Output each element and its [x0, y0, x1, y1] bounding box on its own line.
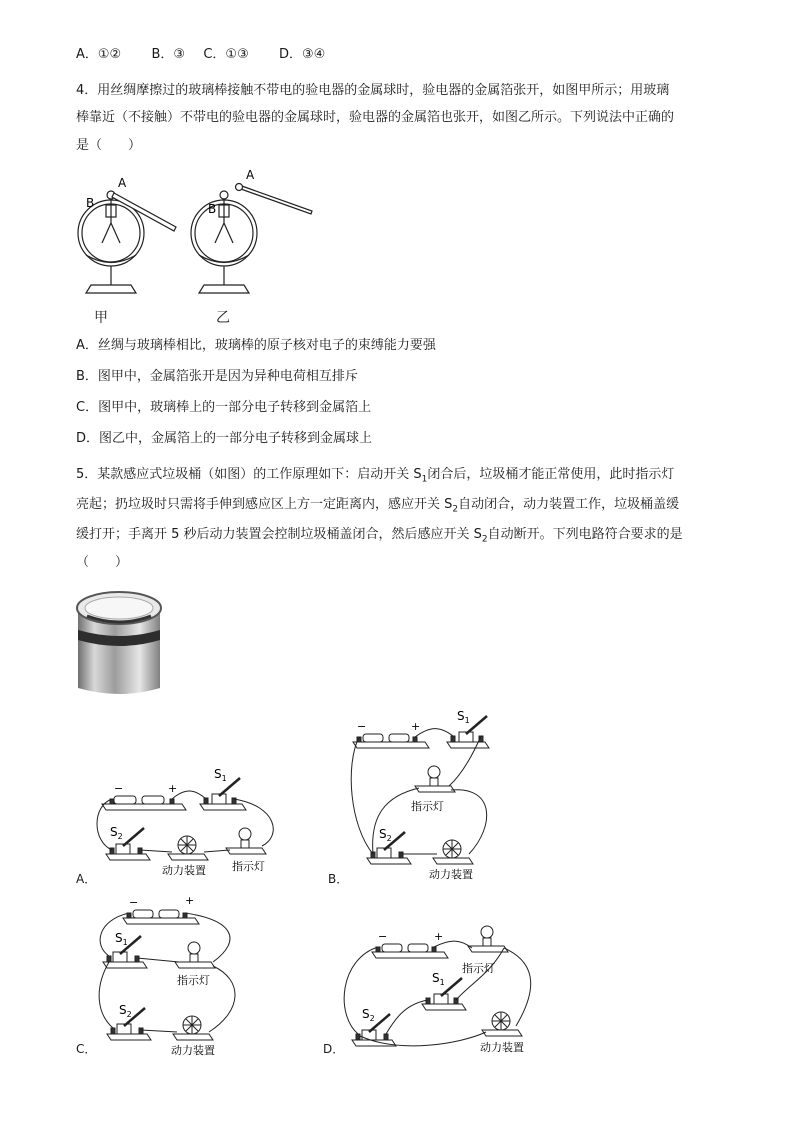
- circuit-d-option[interactable]: D．: [323, 1042, 345, 1056]
- q3-option-c[interactable]: C．①③: [203, 47, 249, 62]
- circuit-c-lamp-label: 指示灯: [177, 974, 210, 987]
- circuit-c-minus: −: [129, 896, 139, 909]
- q4-option-a[interactable]: A．丝绸与玻璃棒相比，玻璃棒的原子核对电子的束缚能力要强: [76, 338, 436, 353]
- glass-rod-jia: [112, 193, 176, 231]
- q4-option-c[interactable]: C．图甲中，玻璃棒上的一部分电子转移到金属箔上: [76, 400, 372, 415]
- circuit-d-plus: +: [434, 930, 444, 943]
- q4-stem-line-3: 是（ ）: [76, 138, 142, 153]
- circuit-d-minus: −: [378, 930, 388, 943]
- label-a-jia: A: [118, 176, 127, 190]
- circuit-c-s1: $S_1$: [115, 931, 128, 947]
- electroscope-yi: [191, 191, 257, 293]
- circuit-b-s2: $S_2$: [379, 827, 392, 843]
- q5-stem-line-3: 缓打开；手离开 5 秒后动力装置会控制垃圾桶盖闭合，然后感应开关 $S_2$自动断开。下列电路符合要求的是: [76, 527, 683, 545]
- circuit-b-plus: +: [411, 720, 421, 733]
- circuit-a-option[interactable]: A．: [76, 872, 97, 886]
- q4-option-d[interactable]: D．图乙中，金属箔上的一部分电子转移到金属球上: [76, 431, 373, 446]
- circuit-b: [345, 706, 505, 882]
- circuit-a-lamp-label: 指示灯: [232, 860, 265, 873]
- fig-label-yi: 乙: [216, 310, 230, 326]
- circuit-d-s2: $S_2$: [362, 1007, 375, 1023]
- circuit-b-motor-label: 动力装置: [429, 868, 473, 881]
- q4-stem-line-2: 棒靠近（不接触）不带电的验电器的金属球时，验电器的金属箔也张开，如图乙所示。下列说法中正确的: [76, 110, 675, 125]
- q5-stem-line-1: 5．某款感应式垃圾桶（如图）的工作原理如下：启动开关 $S_1$闭合后，垃圾桶才能正常使用，此时指示灯: [76, 467, 675, 485]
- circuit-c-s2: $S_2$: [119, 1003, 132, 1019]
- circuit-a: [92, 766, 297, 878]
- circuit-a-s2: $S_2$: [110, 825, 123, 841]
- label-a-yi: A: [246, 168, 255, 182]
- q3-option-b[interactable]: B．③: [151, 47, 186, 62]
- circuit-c: [93, 890, 253, 1058]
- label-b-jia: B: [86, 196, 95, 210]
- circuit-c-plus: +: [185, 894, 195, 907]
- circuit-b-minus: −: [357, 720, 367, 733]
- q5-stem-line-4: （ ）: [76, 555, 129, 570]
- circuit-a-s1: $S_1$: [214, 767, 227, 783]
- circuit-d-motor-label: 动力装置: [480, 1041, 524, 1054]
- trash-can-image: [75, 588, 165, 698]
- q4-option-b[interactable]: B．图甲中，金属箔张开是因为异种电荷相互排斥: [76, 369, 358, 384]
- circuit-d-lamp-label: 指示灯: [462, 962, 495, 975]
- circuit-b-lamp-label: 指示灯: [411, 800, 444, 813]
- circuit-a-plus: +: [168, 782, 178, 795]
- circuit-c-motor-label: 动力装置: [171, 1044, 215, 1057]
- q4-stem-line-1: 4．用丝绸摩擦过的玻璃棒接触不带电的验电器的金属球时，验电器的金属箔张开，如图甲所示；用玻璃: [76, 83, 670, 98]
- fig-label-jia: 甲: [94, 310, 108, 326]
- q3-option-a[interactable]: A．①②: [76, 47, 122, 62]
- circuit-d-s1: $S_1$: [432, 971, 445, 987]
- label-b-yi: B: [208, 202, 217, 216]
- circuit-c-option[interactable]: C．: [76, 1042, 97, 1056]
- circuit-b-s1: $S_1$: [457, 709, 470, 725]
- circuit-d: [340, 924, 540, 1056]
- q3-options-row: [76, 45, 325, 65]
- circuit-a-motor-label: 动力装置: [162, 864, 206, 877]
- electroscope-figure: [76, 165, 326, 325]
- circuit-b-option[interactable]: B．: [328, 872, 349, 886]
- circuit-a-minus: −: [114, 782, 124, 795]
- q3-option-d[interactable]: D．③④: [279, 47, 326, 62]
- q5-stem-line-2: 亮起；扔垃圾时只需将手伸到感应区上方一定距离内，感应开关 $S_2$自动闭合，动力装置工作，垃圾桶盖缓: [76, 497, 680, 515]
